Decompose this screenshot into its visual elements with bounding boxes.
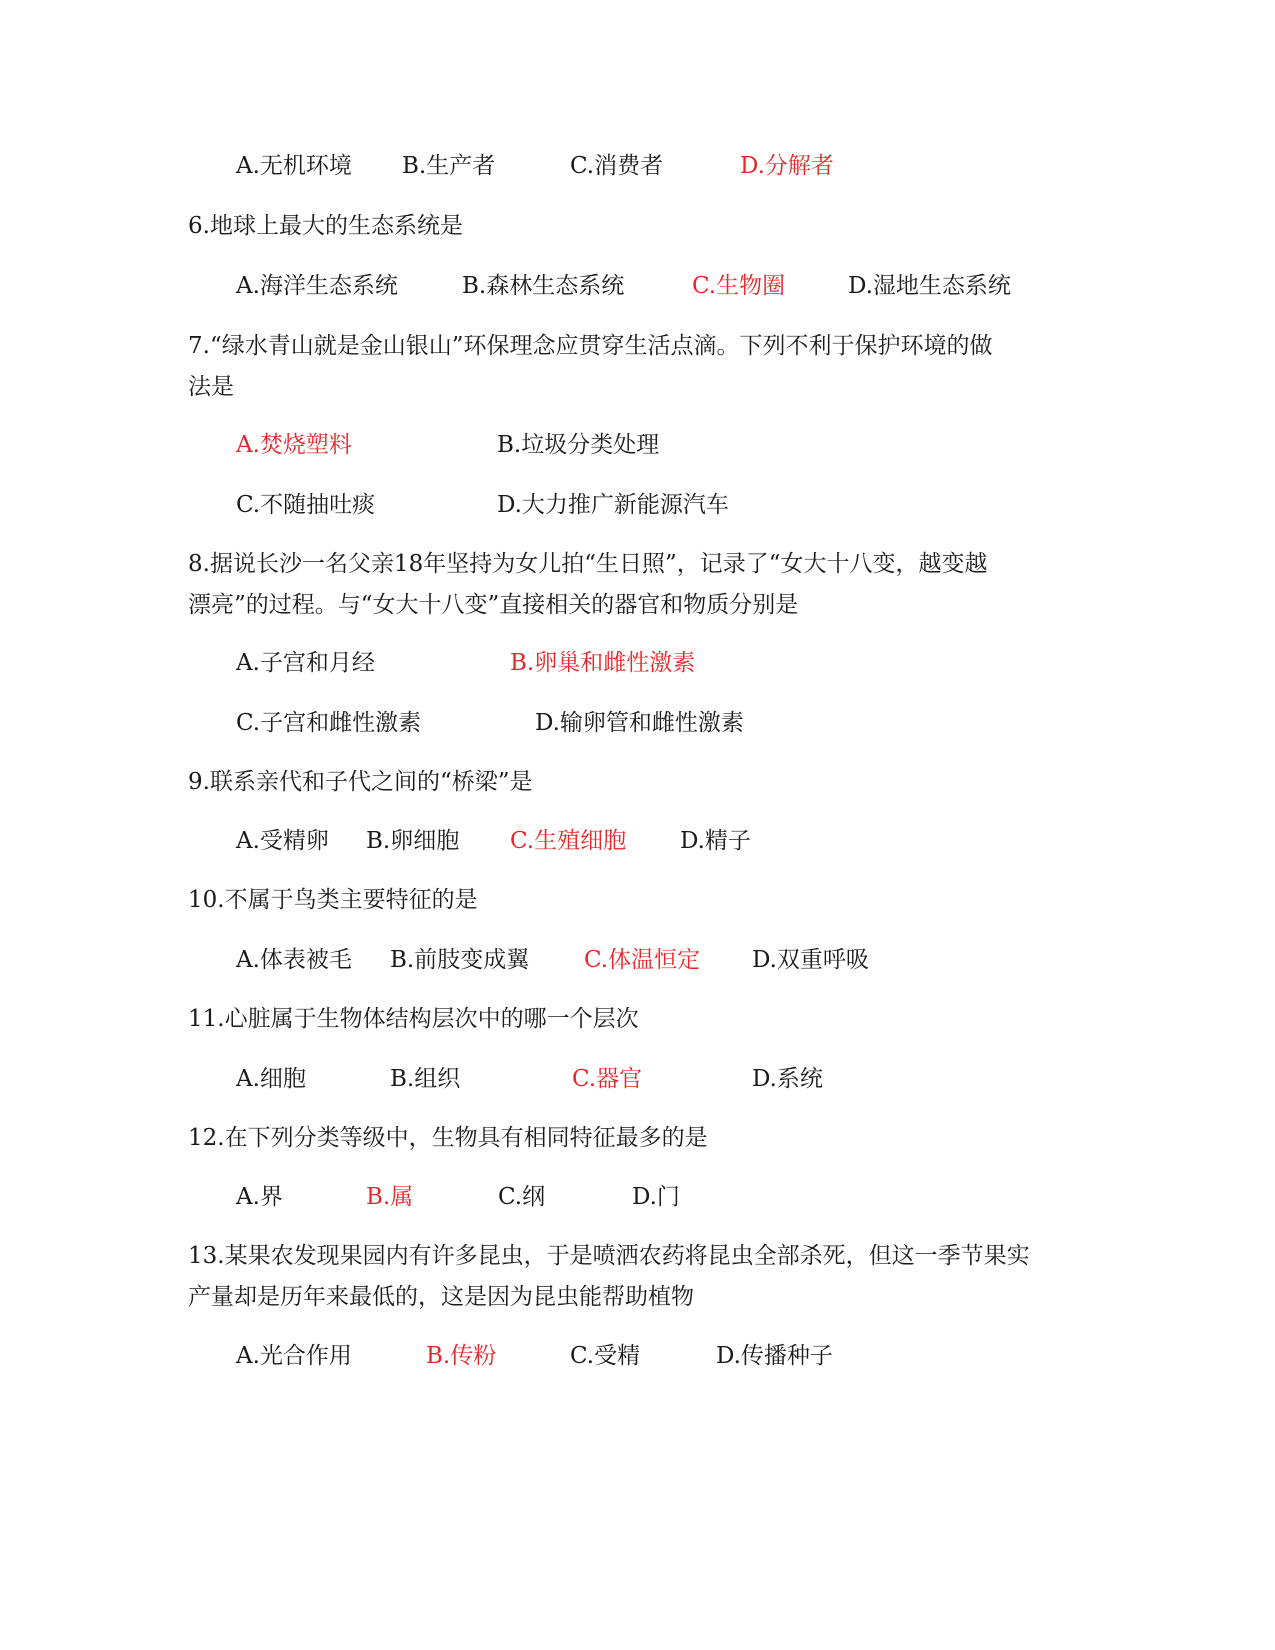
q13-stem-line2: 产量却是历年来最低的，这是因为昆虫能帮助植物 bbox=[188, 1284, 694, 1310]
q8-stem-line1: 8.据说长沙一名父亲18年坚持为女儿拍“生日照”，记录了“女大十八变，越变越 bbox=[188, 551, 988, 577]
q10-option-a: A.体表被毛 bbox=[236, 947, 352, 973]
q6-option-c-correct: C.生物圈 bbox=[692, 273, 786, 299]
q5-option-c: C.消费者 bbox=[570, 153, 664, 179]
q13-stem-line1: 13.某果农发现果园内有许多昆虫，于是喷洒农药将昆虫全部杀死，但这一季节果实 bbox=[188, 1243, 1030, 1269]
q8-option-b-correct: B.卵巢和雌性激素 bbox=[510, 650, 696, 676]
q8-option-d: D.输卵管和雌性激素 bbox=[535, 710, 744, 736]
q7-option-c: C.不随抽吐痰 bbox=[236, 492, 376, 518]
q10-option-c-correct: C.体温恒定 bbox=[584, 947, 701, 973]
q7-option-d: D.大力推广新能源汽车 bbox=[497, 492, 729, 518]
q9-option-c-correct: C.生殖细胞 bbox=[510, 828, 627, 854]
q11-stem: 11.心脏属于生物体结构层次中的哪一个层次 bbox=[188, 1006, 639, 1032]
q8-option-c: C.子宫和雌性激素 bbox=[236, 710, 422, 736]
q13-option-d: D.传播种子 bbox=[716, 1343, 833, 1369]
q13-option-c: C.受精 bbox=[570, 1343, 641, 1369]
q8-stem-line2: 漂亮”的过程。与“女大十八变”直接相关的器官和物质分别是 bbox=[188, 592, 799, 618]
q6-option-d: D.湿地生态系统 bbox=[848, 273, 1011, 299]
q11-option-c-correct: C.器官 bbox=[572, 1066, 643, 1092]
q12-stem: 12.在下列分类等级中，生物具有相同特征最多的是 bbox=[188, 1125, 708, 1151]
q9-option-b: B.卵细胞 bbox=[366, 828, 460, 854]
q9-stem: 9.联系亲代和子代之间的“桥梁”是 bbox=[188, 769, 533, 795]
q6-option-a: A.海洋生态系统 bbox=[236, 273, 398, 299]
q12-option-d: D.门 bbox=[632, 1184, 680, 1210]
q9-option-d: D.精子 bbox=[680, 828, 751, 854]
q12-option-b-correct: B.属 bbox=[366, 1184, 414, 1210]
q5-option-a: A.无机环境 bbox=[236, 153, 352, 179]
q10-option-b: B.前肢变成翼 bbox=[390, 947, 530, 973]
q7-option-a-correct: A.焚烧塑料 bbox=[236, 432, 352, 458]
q9-option-a: A.受精卵 bbox=[236, 828, 329, 854]
q13-option-a: A.光合作用 bbox=[236, 1343, 352, 1369]
q7-stem-line2: 法是 bbox=[188, 374, 234, 400]
q11-option-a: A.细胞 bbox=[236, 1066, 306, 1092]
q11-option-b: B.组织 bbox=[390, 1066, 461, 1092]
q7-option-b: B.垃圾分类处理 bbox=[497, 432, 660, 458]
q13-option-b-correct: B.传粉 bbox=[426, 1343, 497, 1369]
q8-option-a: A.子宫和月经 bbox=[236, 650, 375, 676]
q10-stem: 10.不属于鸟类主要特征的是 bbox=[188, 887, 478, 913]
q6-stem: 6.地球上最大的生态系统是 bbox=[188, 213, 463, 239]
q5-option-b: B.生产者 bbox=[402, 153, 496, 179]
q6-option-b: B.森林生态系统 bbox=[462, 273, 625, 299]
q10-option-d: D.双重呼吸 bbox=[752, 947, 869, 973]
q12-option-a: A.界 bbox=[236, 1184, 283, 1210]
q12-option-c: C.纲 bbox=[498, 1184, 546, 1210]
q11-option-d: D.系统 bbox=[752, 1066, 823, 1092]
q7-stem-line1: 7.“绿水青山就是金山银山”环保理念应贯穿生活点滴。下列不利于保护环境的做 bbox=[188, 333, 993, 359]
q5-option-d-correct: D.分解者 bbox=[740, 153, 834, 179]
